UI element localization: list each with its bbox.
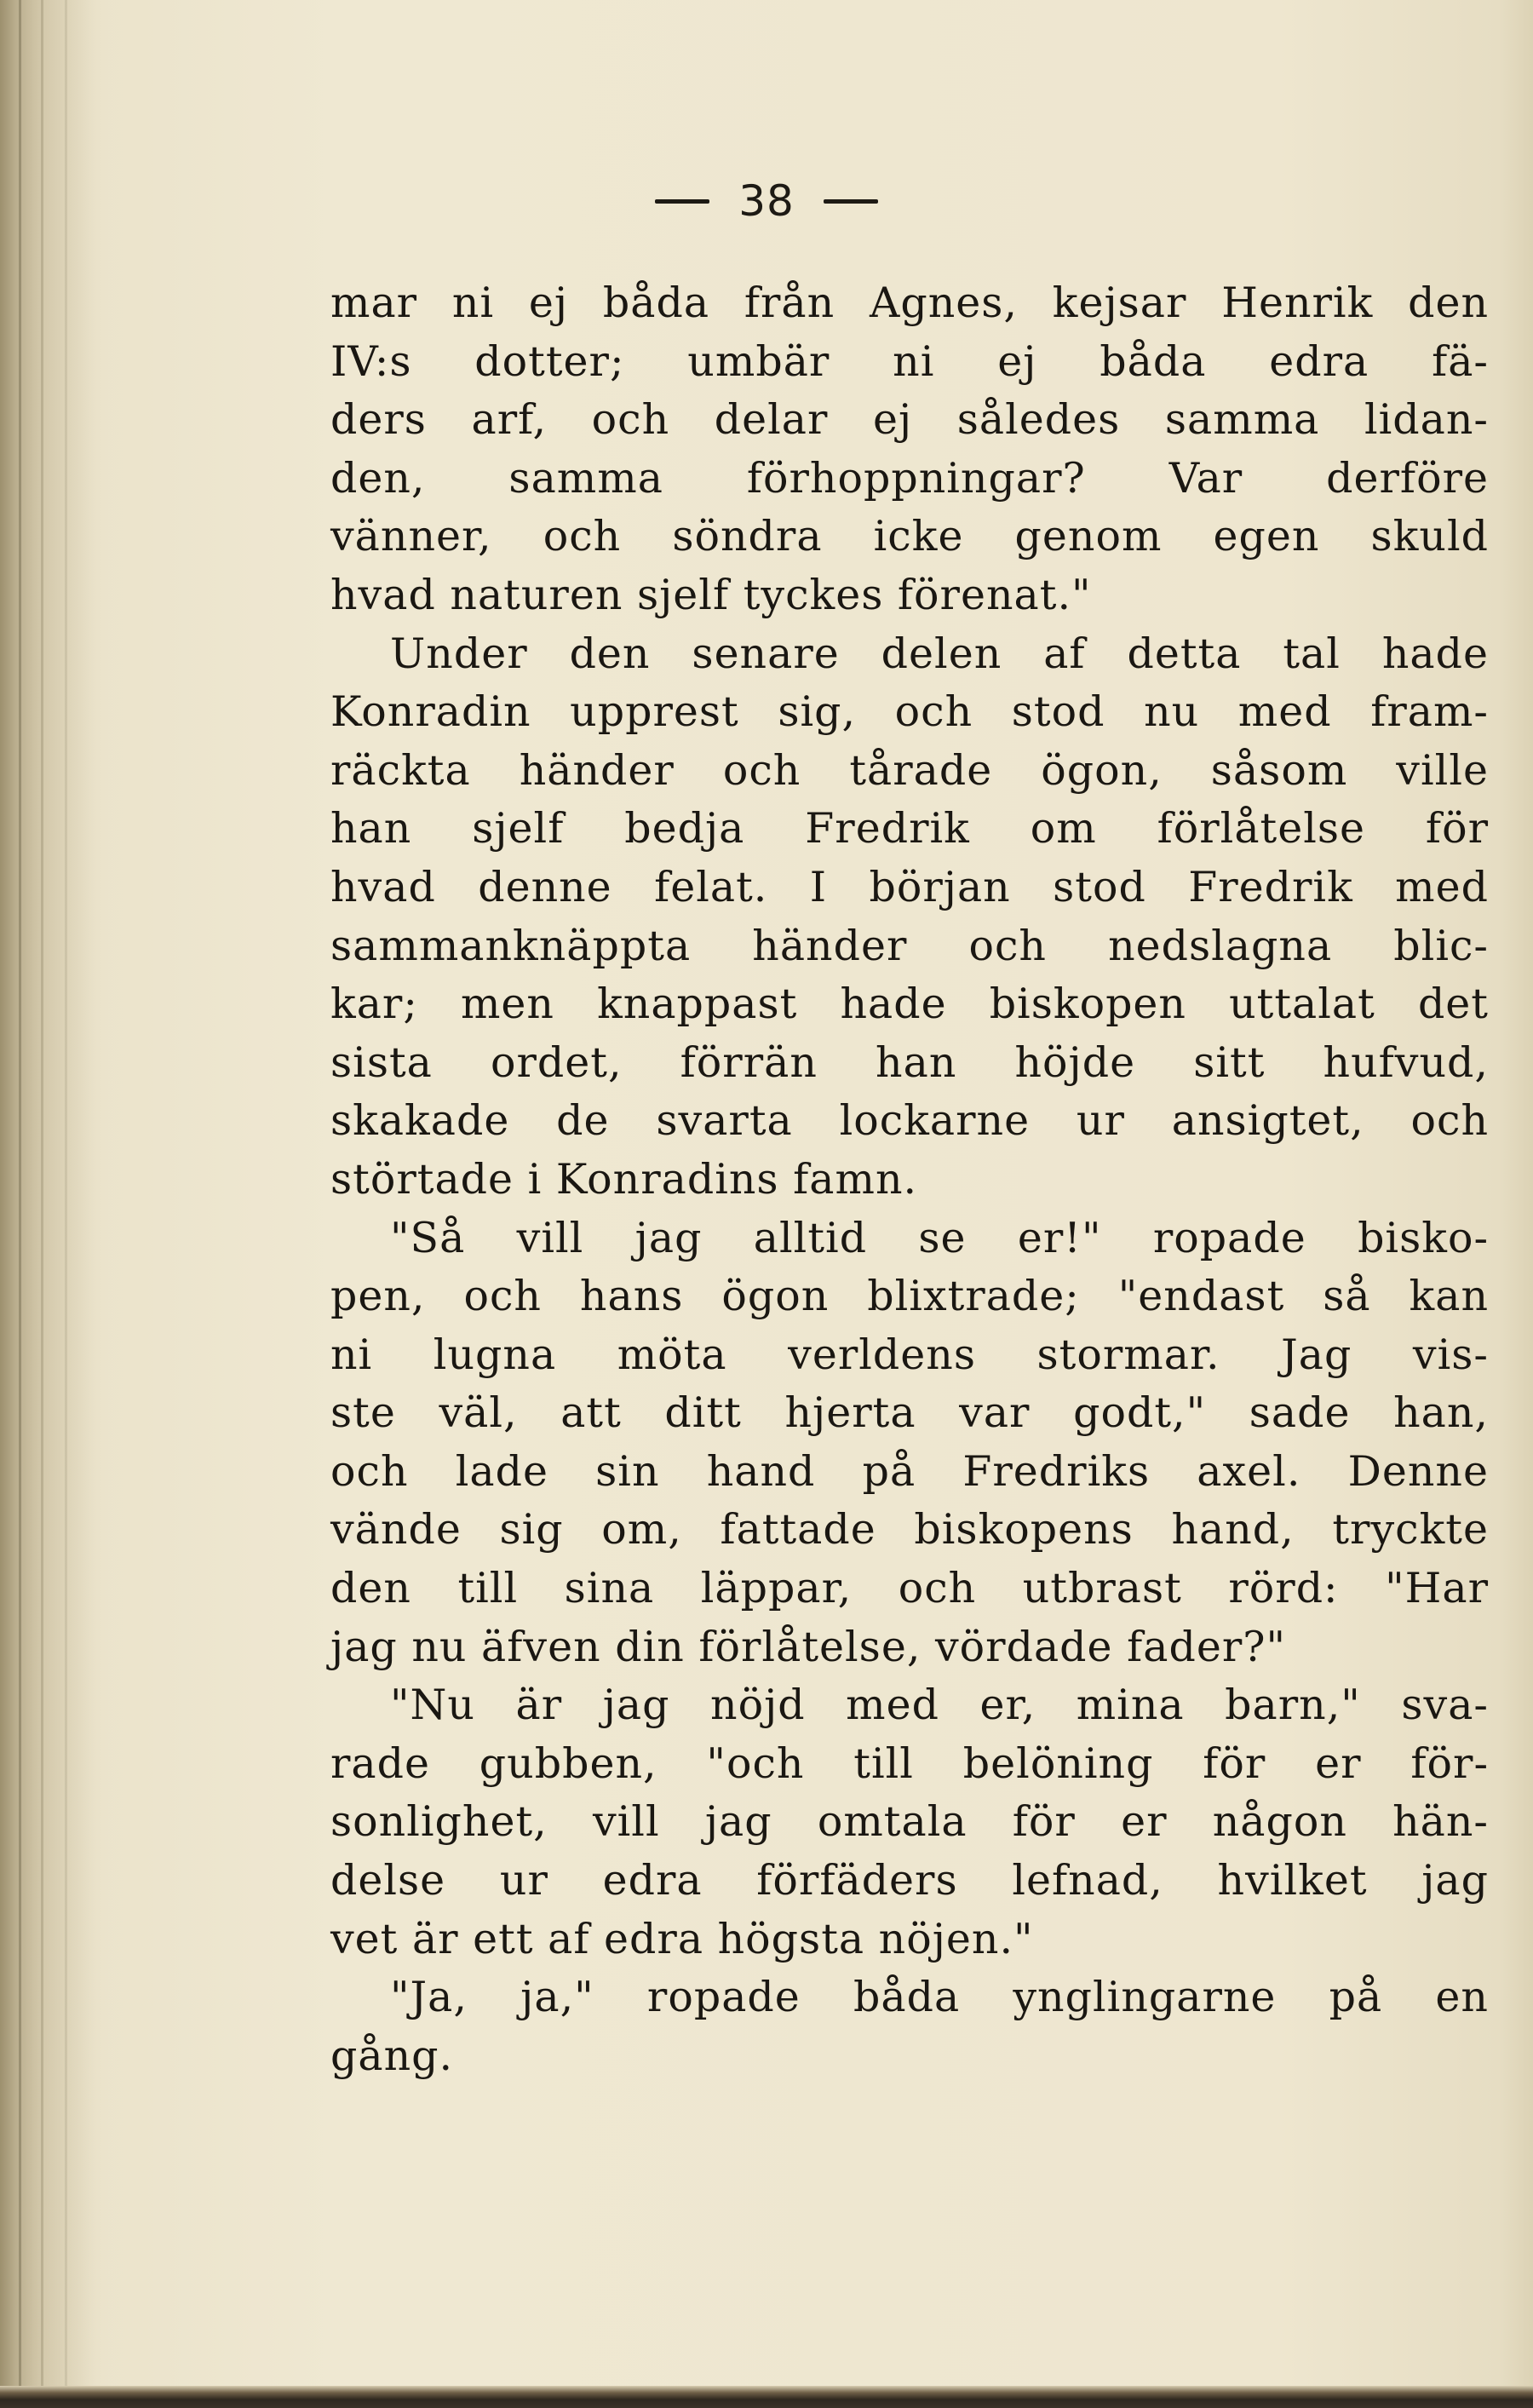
- text-line: pen, och hans ögon blixtrade; "endast så kan: [330, 1272, 1489, 1321]
- text-line: vet är ett af edra högsta nöjen.": [330, 1914, 1034, 1963]
- text-line: Konradin upprest sig, och stod nu med fram-: [330, 687, 1489, 737]
- text-line: vänner, och söndra icke genom egen skuld: [330, 512, 1489, 561]
- paragraph-start-line: "Ja, ja," ropade båda ynglingarne på en: [390, 1973, 1489, 2022]
- text-line: rade gubben, "och till belöning för er för-: [330, 1738, 1489, 1788]
- text-line: han sjelf bedja Fredrik om förlåtelse för: [330, 804, 1489, 853]
- header-dash-right: [824, 199, 878, 204]
- paragraph-start-line: "Nu är jag nöjd med er, mina barn," sva-: [390, 1681, 1489, 1730]
- paragraph-start-line: "Så vill jag alltid se er!" ropade bisko-: [390, 1213, 1489, 1262]
- text-line: skakade de svarta lockarne ur ansigtet, och: [330, 1096, 1489, 1146]
- text-line: delse ur edra förfäders lefnad, hvilket jag: [330, 1856, 1489, 1905]
- text-line: ni lugna möta verldens stormar. Jag vis-: [330, 1330, 1489, 1379]
- binding-gutter: [0, 0, 102, 2408]
- text-line: gång.: [330, 2031, 454, 2080]
- header-dash-left: [655, 199, 709, 204]
- text-line: ste väl, att ditt hjerta var godt," sade han,: [330, 1388, 1489, 1438]
- text-line: den, samma förhoppningar? Var derföre: [330, 453, 1489, 503]
- text-line: mar ni ej båda från Agnes, kejsar Henrik den: [330, 279, 1489, 327]
- text-line: hvad denne felat. I början stod Fredrik med: [330, 862, 1489, 911]
- text-line: sonlighet, vill jag omtala för er någon hän-: [330, 1797, 1489, 1847]
- paragraph-start-line: Under den senare delen af detta tal hade: [390, 629, 1489, 678]
- page-header: [0, 167, 1533, 235]
- text-line: sammanknäppta händer och nedslagna blic-: [330, 921, 1489, 970]
- gutter-line: [41, 0, 43, 2408]
- text-line: IV:s dotter; umbär ni ej båda edra fä-: [330, 336, 1489, 386]
- body-text: [330, 274, 1489, 2085]
- text-line: hvad naturen sjelf tyckes förenat.": [330, 570, 1092, 619]
- text-line: sista ordet, förrän han höjde sitt hufvud,: [330, 1037, 1489, 1087]
- text-line: och lade sin hand på Fredriks axel. Denne: [330, 1446, 1489, 1496]
- page-number: 38: [738, 176, 795, 226]
- text-line: kar; men knappast hade biskopen uttalat det: [330, 980, 1489, 1029]
- text-line: störtade i Konradins famn.: [330, 1154, 918, 1204]
- gutter-line: [65, 0, 67, 2408]
- text-line: räckta händer och tårade ögon, såsom ville: [330, 745, 1489, 795]
- page-bottom-edge: [0, 2386, 1533, 2408]
- text-line: ders arf, och delar ej således samma lidan-: [330, 395, 1489, 445]
- text-line: vände sig om, fattade biskopens hand, tryckte: [330, 1505, 1489, 1555]
- text-line: jag nu äfven din förlåtelse, vördade fader?": [330, 1622, 1287, 1671]
- gutter-line: [19, 0, 21, 2408]
- text-line: den till sina läppar, och utbrast rörd: "Har: [330, 1564, 1489, 1613]
